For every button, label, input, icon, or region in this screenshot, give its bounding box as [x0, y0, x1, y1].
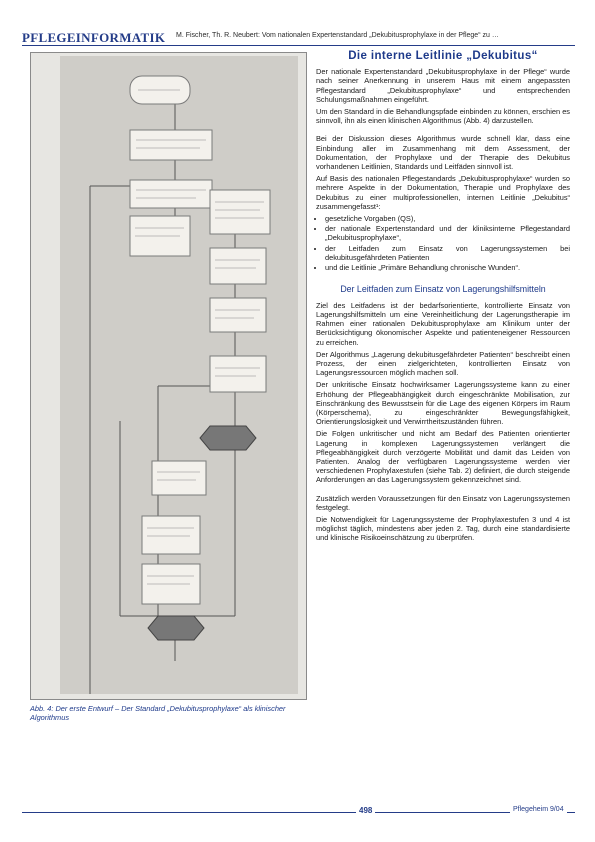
list-item: • und die Leitlinie „Primäre Behandlung chronische Wunden“. — [325, 263, 570, 272]
sub-heading: Der Leitfaden zum Einsatz von Lagerungshilfsmitteln — [340, 284, 546, 295]
paragraph: Ziel des Leitfadens ist der bedarfsorientierte, kontrollierte Einsatz von Lagerungshilfsmitteln um eine Vereinheitlichung der Lagerungstherapie im Rahmen einer rationalen Dekubitusprophylaxe am Klinikum unter der Berücksichtigung ökonomischer Aspekte und patienteneigener Ressourcen zu erreichen. — [316, 300, 570, 347]
header-divider — [22, 45, 575, 46]
footer-divider — [22, 812, 575, 813]
running-title: M. Fischer, Th. R. Neubert: Vom nationalen Expertenstandard „Dekubitusprophylaxe in der Pflege“ zu … — [176, 32, 499, 39]
page-number: 498 — [356, 806, 375, 815]
paragraph: Auf Basis des nationalen Pflegestandards „Dekubitusprophylaxe“ wurden so mehrere Aspekte in der Dokumentation, Therapie und Prophylaxe des Dekubitus zu einer multiprofessionellen, internen Leitlinie „Dekubitus“ zusammengefasst¹: — [316, 174, 570, 211]
paragraph: Der Algorithmus „Lagerung dekubitusgefährdeter Patienten“ beschreibt einen Prozess, der einen zielgerichteten, kontrollierten Einsatz von Lagerungsressourcen möglich machen soll. — [316, 349, 570, 378]
paragraph: Die Folgen unkritischer und nicht am Bedarf des Patienten orientierter Lagerung in komplexen Lagerungssystemen verlängert die Pflegeabhängigkeit durch verzögerte Mobilität und damit das Leiden von Patienten. Analog der verfügbaren Lagerungssysteme werden vier verschiedenen Prophylaxestufen (siehe Tab. 2) definiert, die durch steigende Anforderungen an das Lagerungssystem gekennzeichnet sind. — [316, 429, 570, 485]
list-item: • der nationale Expertenstandard und der kliniksinterne Pflegestandard „Dekubitusprophylaxe“, — [325, 224, 570, 242]
page-header — [0, 0, 595, 50]
paragraph: Der nationale Expertenstandard „Dekubitusprophylaxe in der Pflege“ wurde nach seiner Anerkennung in unserem Haus mit einem angepassten Pflegestandard „Dekubitusprophylaxe“ und entsprechenden Schulungsmaßnahmen eingeführt. — [316, 67, 570, 104]
flowchart-drawing — [60, 56, 298, 694]
figure-caption: Abb. 4: Der erste Entwurf – Der Standard „Dekubitusprophylaxe“ als klinischer Algorithmus — [30, 704, 286, 722]
paragraph: Zusätzlich werden Voraussetzungen für den Einsatz von Lagerungssystemen festgelegt. — [316, 493, 570, 512]
journal-logo: PFLEGEINFORMATIK — [22, 30, 166, 45]
paragraph: Die Notwendigkeit für Lagerungssysteme der Prophylaxestufen 3 und 4 ist möglichst täglich, mindestens aber jeden 2. Tag, durch eine standardisierte und klinische Risikoeinschätzung zu überprüfen. — [316, 515, 570, 543]
algorithm-flowchart-photo — [60, 56, 298, 694]
section-heading: Die interne Leitlinie „Dekubitus“ — [348, 50, 538, 62]
list-item: • gesetzliche Vorgaben (QS), — [325, 214, 570, 223]
paragraph: Der unkritische Einsatz hochwirksamer Lagerungssysteme kann zu einer Erhöhung der Pflegeabhängigkeit durch eingeschränkte Mobilisation, zur Einschränkung des Bewusstsein für die Lage des eigenen Körpers im Raum (Körperschema), zu eingeschränkter Bewegungsfähigkeit, Orientierungslosigkeit und Verwirrtheitszuständen führen. — [316, 380, 570, 427]
article-column — [316, 52, 570, 546]
list-item: • der Leitfaden zum Einsatz von Lagerungssystemen bei dekubitusgefährdeten Patienten — [325, 244, 570, 262]
journal-issue: Pflegeheim 9/04 — [510, 806, 567, 813]
paragraph: Bei der Diskussion dieses Algorithmus wurde schnell klar, dass eine Einbindung aller im Zusammenhang mit dem Assessment, der Dokumentation, der Prophylaxe und der Therapie des Dekubitus vorhandenen Leitlinien, Standards und Leitfäden sinnvoll ist. — [316, 134, 570, 172]
paragraph: Um den Standard in die Behandlungspfade einbinden zu können, erschien es sinnvoll, ihn als einen klinischen Algorithmus (Abb. 4) darzustellen. — [316, 107, 570, 126]
bullet-list — [316, 214, 570, 272]
